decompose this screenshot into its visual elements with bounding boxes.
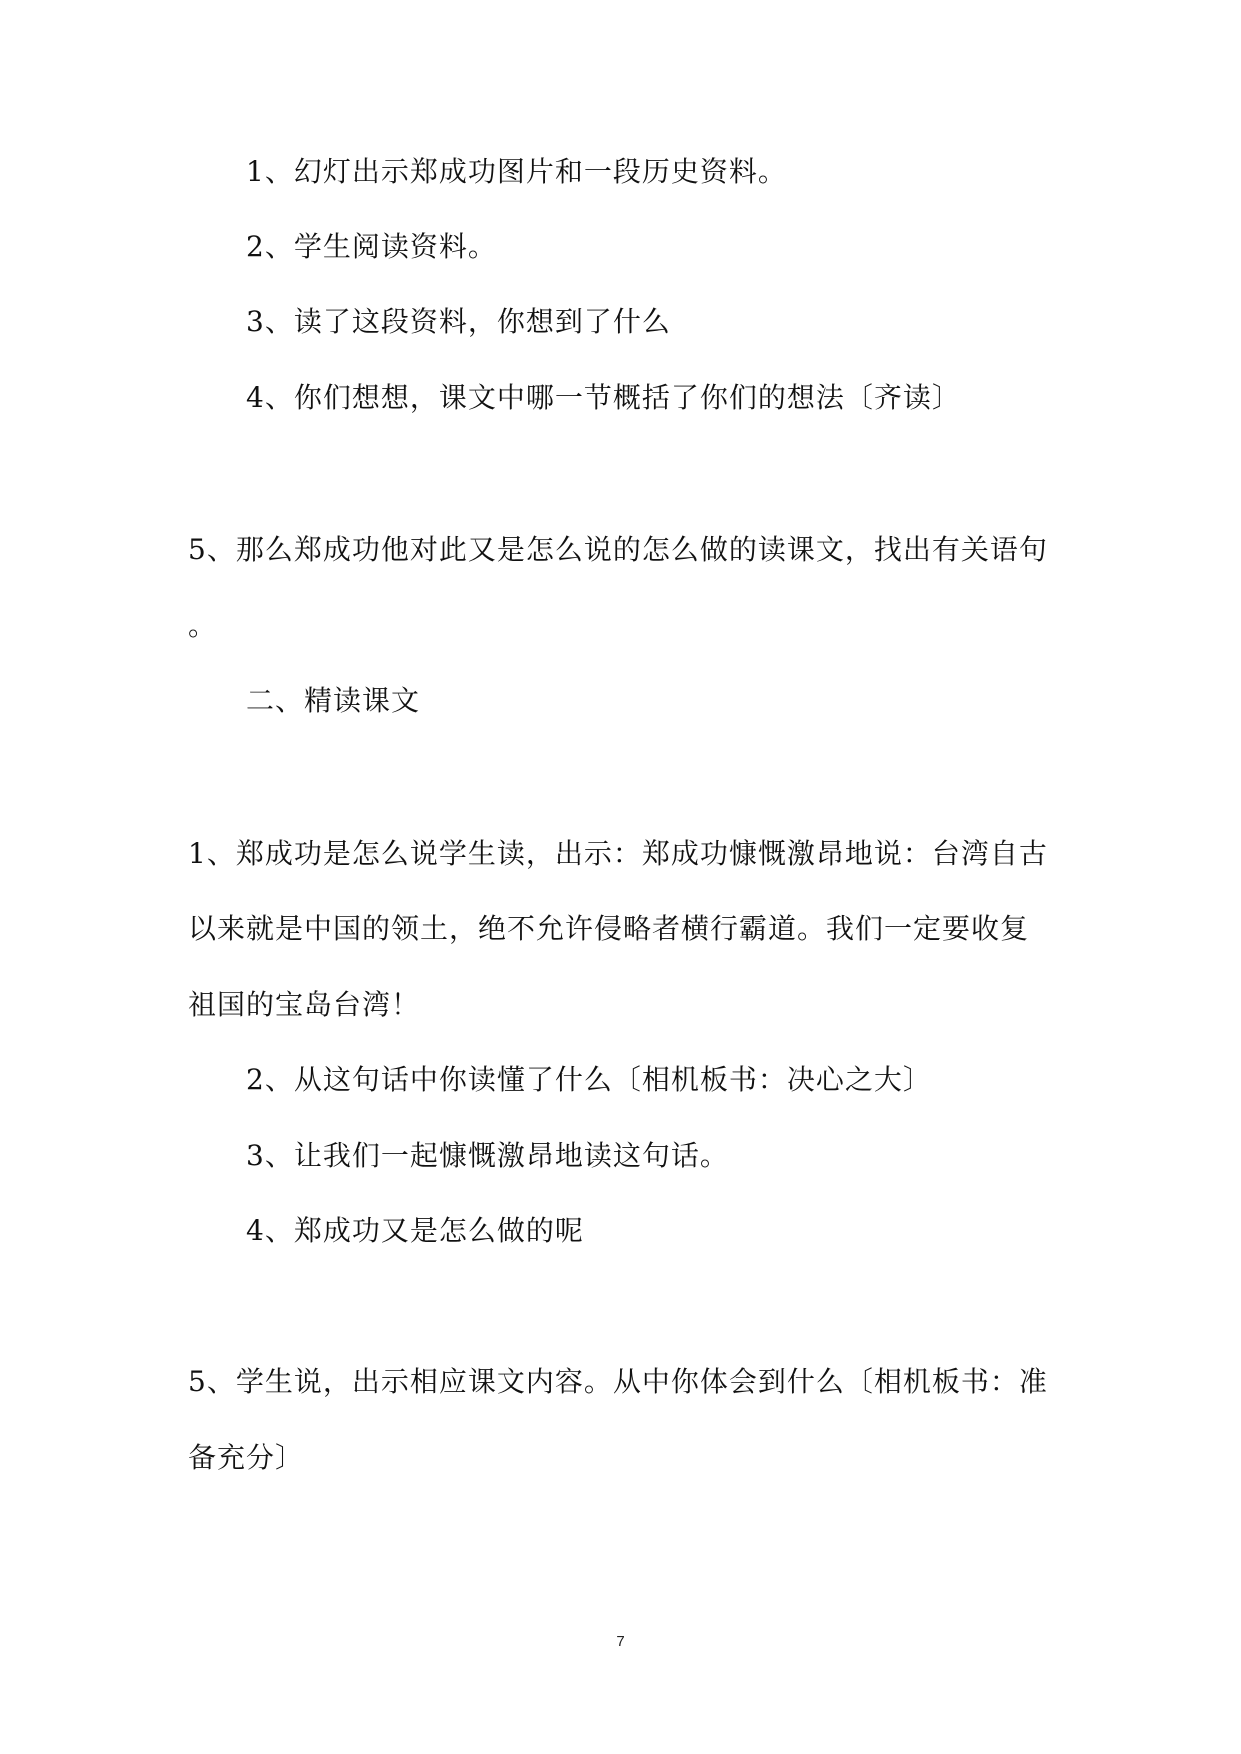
- section-heading: 二、精读课文: [246, 684, 421, 717]
- text-line-14: 5、学生说，出示相应课文内容。从中你体会到什么〔相机板书：准: [188, 1365, 1048, 1398]
- text-line-4: 4、你们想想，课文中哪一节概括了你们的想法〔齐读〕: [246, 381, 961, 414]
- text-line-15: 备充分〕: [188, 1441, 305, 1474]
- text-line-5: 5、那么郑成功他对此又是怎么说的怎么做的读课文，找出有关语句: [188, 533, 1048, 566]
- text-line-3: 3、读了这段资料，你想到了什么: [246, 305, 671, 338]
- text-line-12: 3、让我们一起慷慨激昂地读这句话。: [246, 1139, 729, 1172]
- text-line-8: 1、郑成功是怎么说学生读，出示：郑成功慷慨激昂地说：台湾自古: [188, 837, 1048, 870]
- text-line-10: 祖国的宝岛台湾！: [188, 988, 421, 1021]
- text-line-6: 。: [188, 609, 218, 642]
- text-line-2: 2、学生阅读资料。: [246, 230, 497, 263]
- text-line-13: 4、郑成功又是怎么做的呢: [246, 1214, 584, 1247]
- text-line-11: 2、从这句话中你读懂了什么〔相机板书：决心之大〕: [246, 1063, 932, 1096]
- text-line-9: 以来就是中国的领土，绝不允许侵略者横行霸道。我们一定要收复: [188, 912, 1030, 945]
- page-number: 7: [616, 1633, 625, 1650]
- text-line-1: 1、幻灯出示郑成功图片和一段历史资料。: [246, 155, 787, 188]
